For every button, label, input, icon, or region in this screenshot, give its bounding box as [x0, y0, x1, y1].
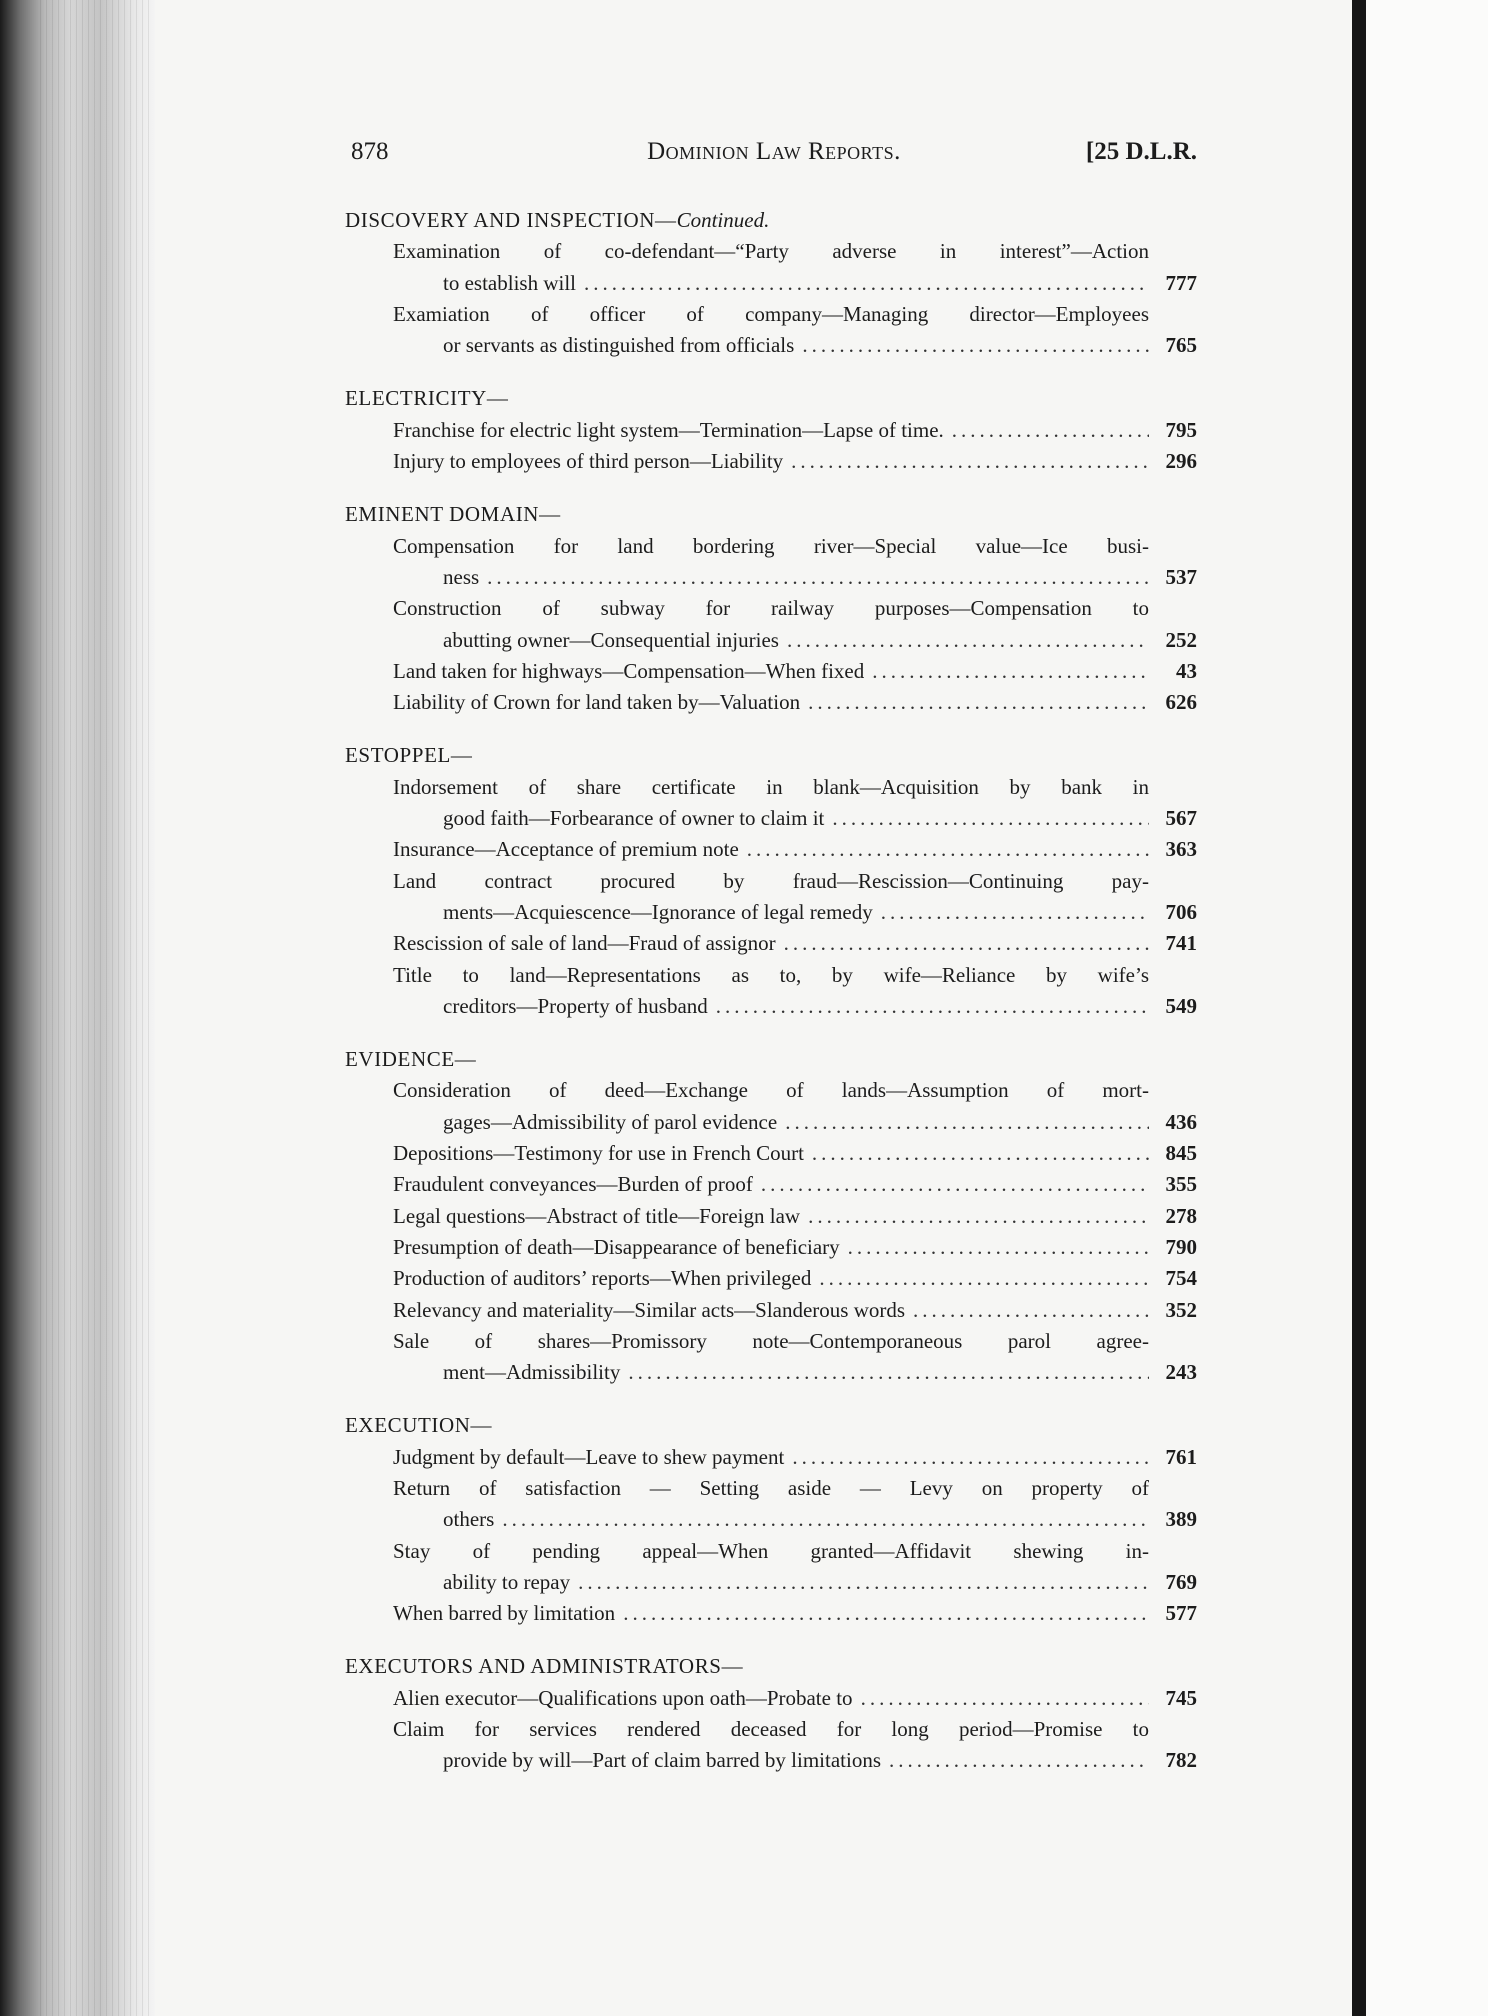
entry-text: Production of auditors’ reports—When privileged — [393, 1266, 812, 1291]
index-entry — [345, 1598, 1197, 1629]
page-reference: 754 — [1165, 1266, 1197, 1291]
leader-dots — [819, 1263, 1149, 1294]
index-entry — [345, 1683, 1197, 1714]
index-entry — [345, 1442, 1197, 1473]
leader-dots — [578, 1567, 1149, 1598]
entry-text: Rescission of sale of land—Fraud of assignor — [393, 931, 776, 956]
index-entry — [345, 1295, 1197, 1326]
entry-text: Franchise for electric light system—Termination—Lapse of time. — [393, 417, 944, 442]
leader-dots — [832, 803, 1149, 834]
index-entry — [345, 1473, 1197, 1536]
entry-text: Relevancy and materiality—Similar acts—Slanderous words — [393, 1297, 906, 1322]
page-reference: 795 — [1165, 417, 1197, 442]
section-heading-text: EXECUTORS AND ADMINISTRATORS— — [345, 1654, 744, 1679]
page-reference: 777 — [1165, 270, 1197, 295]
leader-dots — [848, 1232, 1149, 1263]
section-heading-text: ESTOPPEL— — [345, 743, 473, 768]
index-entry — [345, 1326, 1197, 1389]
index-entry — [345, 1263, 1197, 1294]
leader-dots — [808, 1201, 1149, 1232]
index-entry — [345, 531, 1197, 594]
leader-dots — [802, 330, 1149, 361]
entry-text: Compensation for land bordering river—Special value—Ice busi- — [393, 533, 1149, 558]
leader-dots — [716, 991, 1149, 1022]
leader-dots — [784, 928, 1149, 959]
index-entry — [345, 415, 1197, 446]
index-entry — [345, 1232, 1197, 1263]
leader-dots — [623, 1598, 1149, 1629]
leader-dots — [584, 268, 1149, 299]
leader-dots — [872, 656, 1149, 687]
entry-text: ment—Admissibility — [443, 1360, 621, 1385]
section-heading — [345, 383, 1197, 414]
page-reference: 845 — [1165, 1141, 1197, 1166]
entry-text: creditors—Property of husband — [443, 993, 708, 1018]
page-reference: 549 — [1165, 993, 1197, 1018]
leader-dots — [889, 1745, 1149, 1776]
entry-text: Land taken for highways—Compensation—When fixed — [393, 658, 865, 683]
leader-dots — [785, 1107, 1149, 1138]
page-reference: 741 — [1165, 931, 1197, 956]
entry-text: or servants as distinguished from officials — [443, 333, 795, 358]
entry-text: Claim for services rendered deceased for long period—Promise to — [393, 1717, 1149, 1742]
entry-text: abutting owner—Consequential injuries — [443, 627, 779, 652]
leader-dots — [502, 1504, 1149, 1535]
leader-dots — [812, 1138, 1149, 1169]
index-entry — [345, 236, 1197, 299]
section-heading-text: EXECUTION— — [345, 1413, 493, 1438]
leader-dots — [913, 1295, 1149, 1326]
entry-text: ability to repay — [443, 1569, 571, 1594]
entry-text: Insurance—Acceptance of premium note — [393, 837, 739, 862]
page-reference: 577 — [1165, 1601, 1197, 1626]
leader-dots — [628, 1357, 1149, 1388]
page-reference: 745 — [1165, 1685, 1197, 1710]
entry-text: good faith—Forbearance of owner to claim it — [443, 806, 825, 831]
entry-text: Depositions—Testimony for use in French Court — [393, 1141, 804, 1166]
page-reference: 626 — [1165, 690, 1197, 715]
page-reference: 355 — [1165, 1172, 1197, 1197]
page-reference: 363 — [1165, 837, 1197, 862]
page-reference: 765 — [1165, 333, 1197, 358]
leader-dots — [747, 834, 1149, 865]
entry-text: Sale of shares—Promissory note—Contemporaneous parol agree- — [393, 1328, 1149, 1353]
index-entry — [345, 687, 1197, 718]
entry-text: Land contract procured by fraud—Rescission—Continuing pay- — [393, 868, 1149, 893]
index-entry — [345, 1536, 1197, 1599]
index-content — [345, 205, 1197, 1777]
section-heading-text: DISCOVERY AND INSPECTION— — [345, 208, 677, 232]
page-reference: 567 — [1165, 806, 1197, 831]
section-heading — [345, 1410, 1197, 1441]
index-entry — [345, 928, 1197, 959]
index-entry — [345, 656, 1197, 687]
page-reference: 278 — [1165, 1203, 1197, 1228]
leader-dots — [881, 897, 1149, 928]
gutter-shadow — [1352, 0, 1366, 2016]
index-entry — [345, 960, 1197, 1023]
entry-text: When barred by limitation — [393, 1601, 616, 1626]
page-reference: 436 — [1165, 1109, 1197, 1134]
section-heading — [345, 1651, 1197, 1682]
leader-dots — [808, 687, 1149, 718]
leader-dots — [861, 1683, 1149, 1714]
leader-dots — [792, 1442, 1149, 1473]
running-header — [351, 138, 1197, 178]
page-reference: 769 — [1165, 1569, 1197, 1594]
section-heading — [345, 1044, 1197, 1075]
entry-text: gages—Admissibility of parol evidence — [443, 1109, 778, 1134]
section-heading — [345, 740, 1197, 771]
section-heading-text: EVIDENCE— — [345, 1047, 477, 1072]
index-entry — [345, 593, 1197, 656]
entry-text: Stay of pending appeal—When granted—Affidavit shewing in- — [393, 1538, 1149, 1563]
entry-text: provide by will—Part of claim barred by limitations — [443, 1748, 881, 1773]
facing-page — [1366, 0, 1488, 2016]
page-reference: 706 — [1165, 899, 1197, 924]
volume-reference: [25 D.L.R. — [1085, 138, 1197, 165]
page-reference: 296 — [1165, 449, 1197, 474]
entry-text: Examination of co-defendant—“Party adverse in interest”—Action — [393, 239, 1149, 264]
page-reference: 43 — [1176, 658, 1197, 683]
entry-text: Return of satisfaction — Setting aside — Levy on property of — [393, 1475, 1149, 1500]
leader-dots — [487, 562, 1149, 593]
entry-text: Indorsement of share certificate in blank—Acquisition by bank in — [393, 774, 1149, 799]
entry-text: Judgment by default—Leave to shew payment — [393, 1444, 785, 1469]
entry-text: Alien executor—Qualifications upon oath—Probate to — [393, 1685, 853, 1710]
page-edges — [40, 0, 150, 2016]
entry-text: Presumption of death—Disappearance of beneficiary — [393, 1234, 840, 1259]
index-entry — [345, 446, 1197, 477]
index-entry — [345, 1169, 1197, 1200]
leader-dots — [952, 415, 1149, 446]
entry-text: ments—Acquiescence—Ignorance of legal remedy — [443, 899, 873, 924]
index-entry — [345, 834, 1197, 865]
index-entry — [345, 1201, 1197, 1232]
page-reference: 761 — [1165, 1444, 1197, 1469]
index-entry — [345, 1075, 1197, 1138]
section-heading — [345, 205, 1197, 236]
index-entry — [345, 866, 1197, 929]
page-number: 878 — [351, 138, 389, 165]
entry-text: to establish will — [443, 270, 576, 295]
page-reference: 782 — [1165, 1748, 1197, 1773]
entry-text: Legal questions—Abstract of title—Foreign law — [393, 1203, 801, 1228]
index-entry — [345, 1138, 1197, 1169]
entry-text: ness — [443, 564, 480, 589]
section-heading — [345, 499, 1197, 530]
entry-text: Examiation of officer of company—Managing director—Employees — [393, 301, 1149, 326]
entry-text: others — [443, 1507, 495, 1532]
page-reference: 537 — [1165, 564, 1197, 589]
page-reference: 243 — [1165, 1360, 1197, 1385]
page-reference: 790 — [1165, 1234, 1197, 1259]
page-reference: 252 — [1165, 627, 1197, 652]
section-heading-text: ELECTRICITY— — [345, 386, 509, 411]
index-entry — [345, 299, 1197, 362]
page-reference: 389 — [1165, 1507, 1197, 1532]
entry-text: Fraudulent conveyances—Burden of proof — [393, 1172, 753, 1197]
running-title: Dominion Law Reports. — [647, 138, 901, 165]
leader-dots — [761, 1169, 1149, 1200]
entry-text: Construction of subway for railway purposes—Compensation to — [393, 596, 1149, 621]
index-entry — [345, 772, 1197, 835]
index-entry — [345, 1714, 1197, 1777]
leader-dots — [787, 625, 1149, 656]
leader-dots — [791, 446, 1149, 477]
entry-text: Liability of Crown for land taken by—Valuation — [393, 690, 801, 715]
page-reference: 352 — [1165, 1297, 1197, 1322]
entry-text: Injury to employees of third person—Liability — [393, 449, 784, 474]
section-heading-continued: Continued. — [676, 208, 770, 232]
entry-text: Consideration of deed—Exchange of lands—Assumption of mort- — [393, 1078, 1149, 1103]
section-heading-text: EMINENT DOMAIN— — [345, 502, 561, 527]
entry-text: Title to land—Representations as to, by wife—Reliance by wife’s — [393, 962, 1149, 987]
